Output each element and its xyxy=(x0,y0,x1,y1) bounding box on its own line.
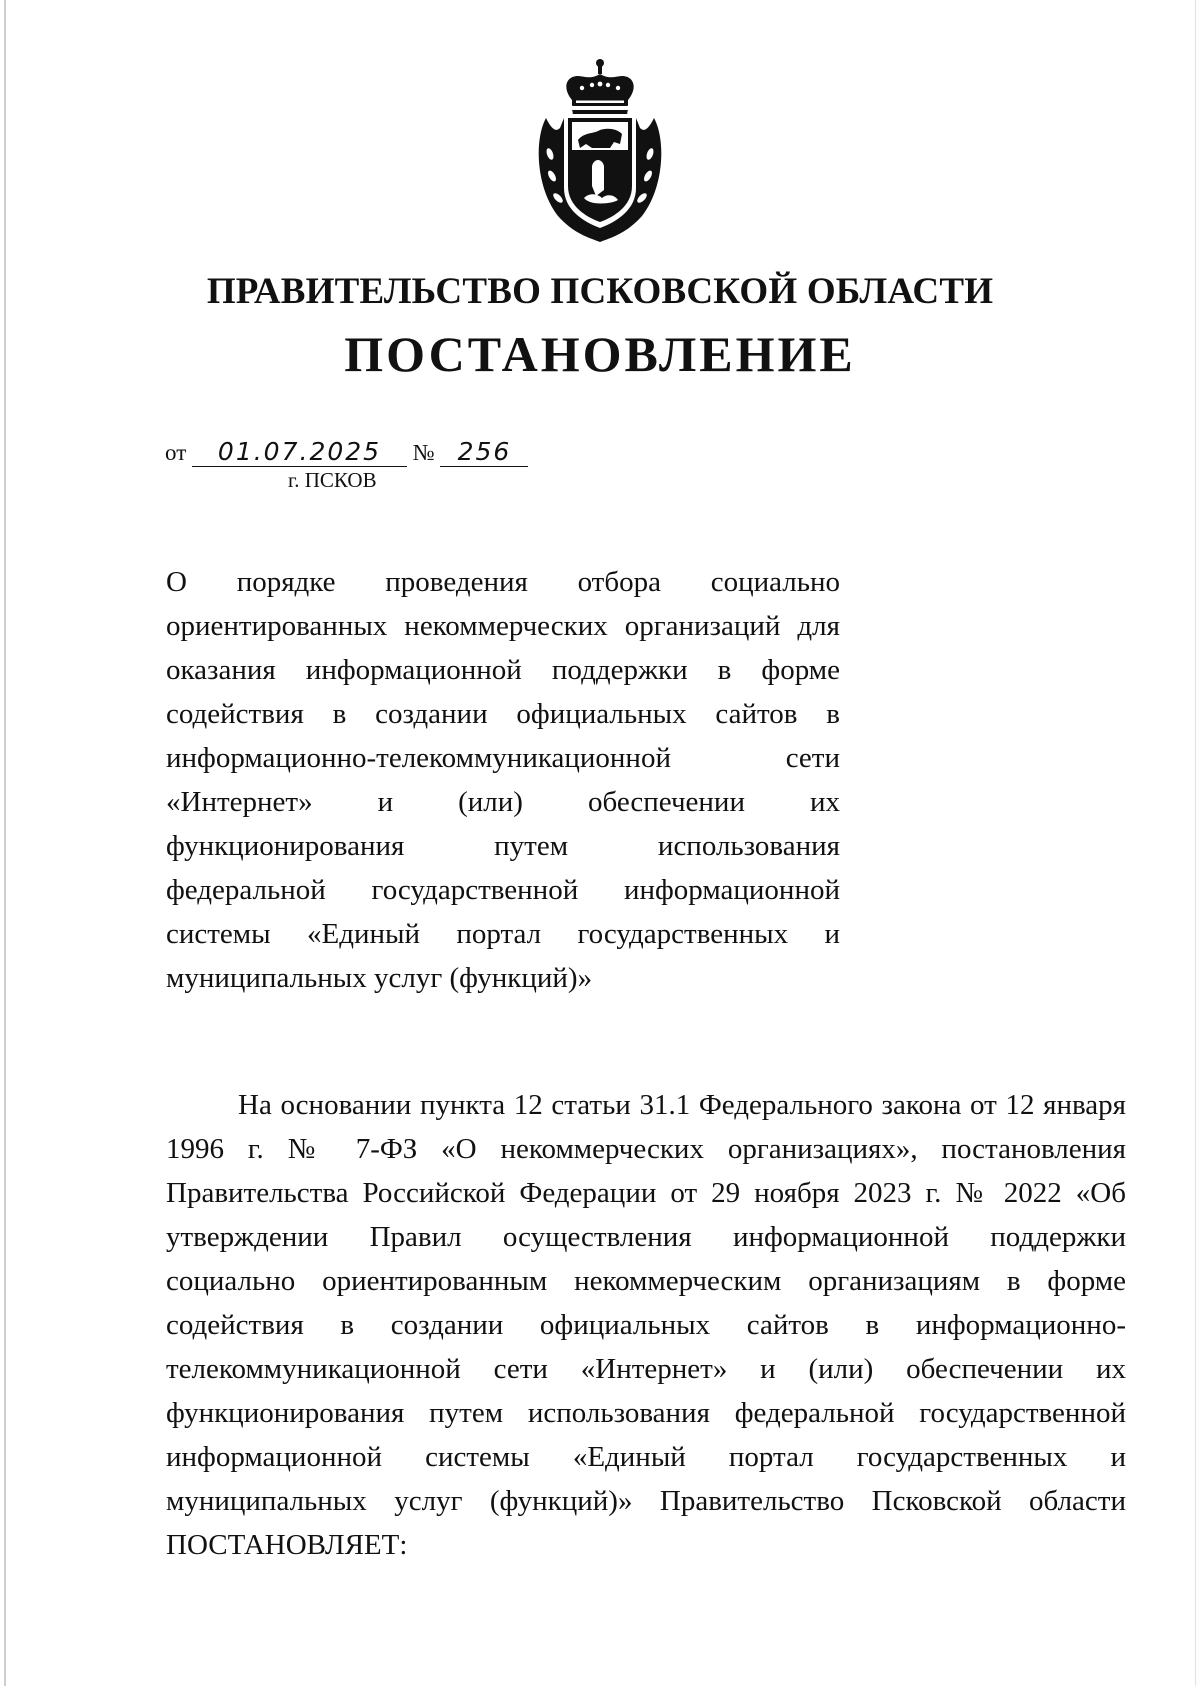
document-subject: О порядке проведения отбора социально ориентированных некоммерческих организаций для оказания информационной поддержки в форме содействия в создании официальных сайтов в информационно-телекоммуникационной сети «Интернет» и (или) обеспечении их функционирования путем использования федеральной государственной информационной системы «Единый портал государственных и муниципальных услуг (функций)» xyxy=(166,566,840,994)
organization-name: ПРАВИТЕЛЬСТВО ПСКОВСКОЙ ОБЛАСТИ xyxy=(206,271,994,312)
scan-edge-right xyxy=(1195,0,1196,1686)
document-preamble: На основании пункта 12 статьи 31.1 Федерального закона от 12 января 1996 г. № 7-ФЗ «О некоммерческих организациях», постановления Правительства Российской Федерации от 29 ноября 2023 г. № 2022 «Об утверждении Правил осуществления информационной поддержки социально ориентированным некоммерческим организациям в форме содействия в создании официальных сайтов в информационно-телекоммуникационной сети «Интернет» и (или) обеспечении их функционирования путем использования федеральной государственной информационной системы «Единый портал государственных и муниципальных услуг (функций)» Правительство Псковской области ПОСТАНОВЛЯЕТ: xyxy=(166,1089,1126,1561)
scan-edge-left xyxy=(4,0,6,1686)
document-date: 01.07.2025 xyxy=(192,438,407,467)
coat-of-arms-icon xyxy=(532,58,668,242)
registration-line xyxy=(165,438,528,472)
document-number: 256 xyxy=(440,438,528,467)
date-prefix: от xyxy=(165,440,187,465)
document-city: г. ПСКОВ xyxy=(288,468,377,492)
document-type-title: ПОСТАНОВЛЕНИЕ xyxy=(344,326,856,382)
number-prefix: № xyxy=(412,440,435,465)
